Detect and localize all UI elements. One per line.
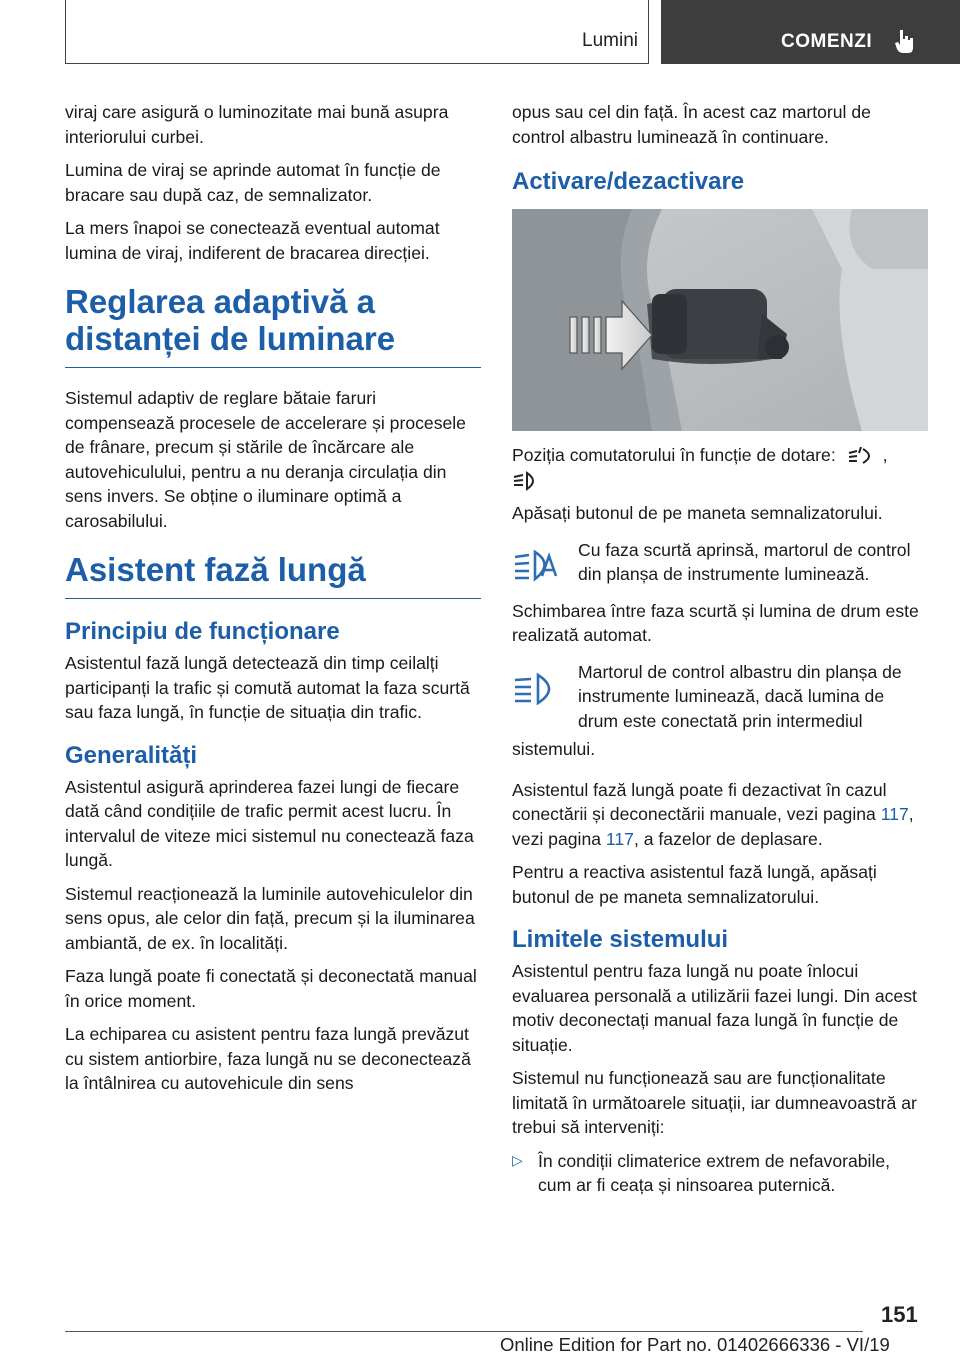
footer-edition: Online Edition for Part no. 01402666336 - VI/19 bbox=[500, 1334, 890, 1355]
left-column bbox=[65, 100, 481, 1105]
paragraph: Asistentul pentru faza lungă nu poate înlocui evaluarea personală a utilizării fazei lungi. Din acest motiv deconectați manual faza lungă în funcție de situație. bbox=[512, 961, 917, 1055]
triangle-bullet-icon: ▷ bbox=[512, 1151, 523, 1168]
paragraph: În condiții climaterice extrem de nefavorabile, cum ar fi ceața și ninsoarea puternică. bbox=[538, 1150, 891, 1195]
header-chapter-label: COMENZI bbox=[781, 31, 873, 52]
turn-signal-stalk-photo bbox=[512, 209, 928, 431]
indicator-note-high-beam bbox=[512, 660, 928, 734]
paragraph: viraj care asigură o luminozitate mai bună asupra interiorului curbei. bbox=[65, 102, 449, 147]
paragraph: La mers înapoi se conectează eventual automat lumina de viraj, indiferent de bracarea direcției. bbox=[65, 218, 440, 263]
paragraph: Asistentul fază lungă detectează din timp ceilalți participanți la trafic și comută automat la faza scurtă sau faza lungă, în funcție de situația din trafic. bbox=[65, 653, 470, 722]
header-chapter-tab[interactable] bbox=[661, 0, 960, 64]
right-column bbox=[512, 100, 928, 1207]
paragraph: Faza lungă poate fi conectată și deconectată manual în orice moment. bbox=[65, 966, 477, 1011]
paragraph: Cu faza scurtă aprinsă, martorul de control din planșa de instrumente luminează. bbox=[578, 539, 911, 584]
text: Asistentul fază lungă poate fi dezactivat în cazul conectării și deconectării manuale, vezi pagina bbox=[512, 779, 887, 824]
high-beam-indicator-icon bbox=[512, 668, 562, 708]
page-number: 151 bbox=[881, 1302, 918, 1327]
text: , bbox=[882, 445, 888, 465]
paragraph: opus sau cel din față. În acest caz martorul de control albastru luminează în continuare. bbox=[512, 102, 871, 147]
paragraph: sistemului. bbox=[512, 739, 596, 759]
subsection-heading: Generalități bbox=[65, 741, 198, 769]
paragraph: Sistemul adaptiv de reglare bătaie faruri compensează procesele de accelerare și procesele de frânare, precum și stările de încărcare ale autovehiculului, pentru a nu deranja circulația din sens invers. Se obține o iluminare optimă a carosabilului. bbox=[65, 388, 466, 531]
paragraph: Schimbarea între faza scurtă și lumina de drum este realizată automat. bbox=[512, 600, 919, 645]
page-link[interactable]: 117 bbox=[880, 804, 909, 824]
indicator-note-auto bbox=[512, 538, 928, 591]
auto-high-beam-indicator-icon bbox=[512, 546, 562, 586]
heading-line: distanței de luminare bbox=[65, 320, 396, 357]
page-link[interactable]: 117 bbox=[605, 828, 634, 849]
heading-line: Reglarea adaptivă a bbox=[65, 283, 375, 320]
subsection-heading: Activare/dezactivare bbox=[512, 168, 745, 195]
paragraph: Martorul de control albastru din planșa de instrumente luminează, dacă lumina de drum este conectată prin intermediul bbox=[578, 661, 902, 731]
text: , a fazelor de deplasare. bbox=[633, 828, 823, 849]
paragraph: Lumina de viraj se aprinde automat în funcție de bracare sau după caz, de semnalizator. bbox=[65, 160, 441, 205]
paragraph: Asistentul asigură aprinderea fazei lungi de fiecare dată când condițiile de trafic permit acest lucru. În intervalul de viteze mici sistemul nu conectează faza lungă. bbox=[65, 776, 474, 870]
paragraph: La echiparea cu asistent pentru faza lungă prevăzut cu sistem antiorbire, faza lungă nu se deconectează la întâlnirea cu autovehicule din sens bbox=[65, 1024, 471, 1093]
paragraph: Apăsați butonul de pe maneta semnalizatorului. bbox=[512, 503, 883, 523]
footer-divider bbox=[65, 1331, 863, 1332]
text: , vezi pagina bbox=[512, 804, 914, 849]
paragraph bbox=[512, 778, 928, 852]
hand-pointer-icon bbox=[894, 28, 916, 54]
subsection-heading: Principiu de funcționare bbox=[65, 618, 340, 645]
section-heading bbox=[65, 283, 481, 368]
paragraph: Sistemul reacționează la luminile autovehiculelor din sens opus, ale celor din față, precum și la iluminarea ambiantă, de ex. în localități. bbox=[65, 883, 475, 953]
paragraph: Sistemul nu funcționează sau are funcționalitate limitată în următoarele situații, iar dumneavoastră ar trebui să interveniți: bbox=[512, 1068, 917, 1137]
subsection-heading: Limitele sistemului bbox=[512, 926, 729, 953]
list-item bbox=[512, 1149, 928, 1207]
paragraph: Pentru a reactiva asistentul fază lungă, apăsați butonul de pe maneta semnalizatorului. bbox=[512, 862, 877, 907]
header-section-title: Lumini bbox=[582, 30, 638, 51]
auto-high-beam-switch-icon bbox=[847, 445, 877, 467]
paragraph bbox=[512, 443, 928, 492]
text: Poziția comutatorului în funcție de dotare: bbox=[512, 445, 836, 465]
high-beam-switch-icon bbox=[512, 470, 542, 492]
header-frame bbox=[65, 0, 649, 64]
section-heading: Asistent fază lungă bbox=[65, 551, 481, 599]
